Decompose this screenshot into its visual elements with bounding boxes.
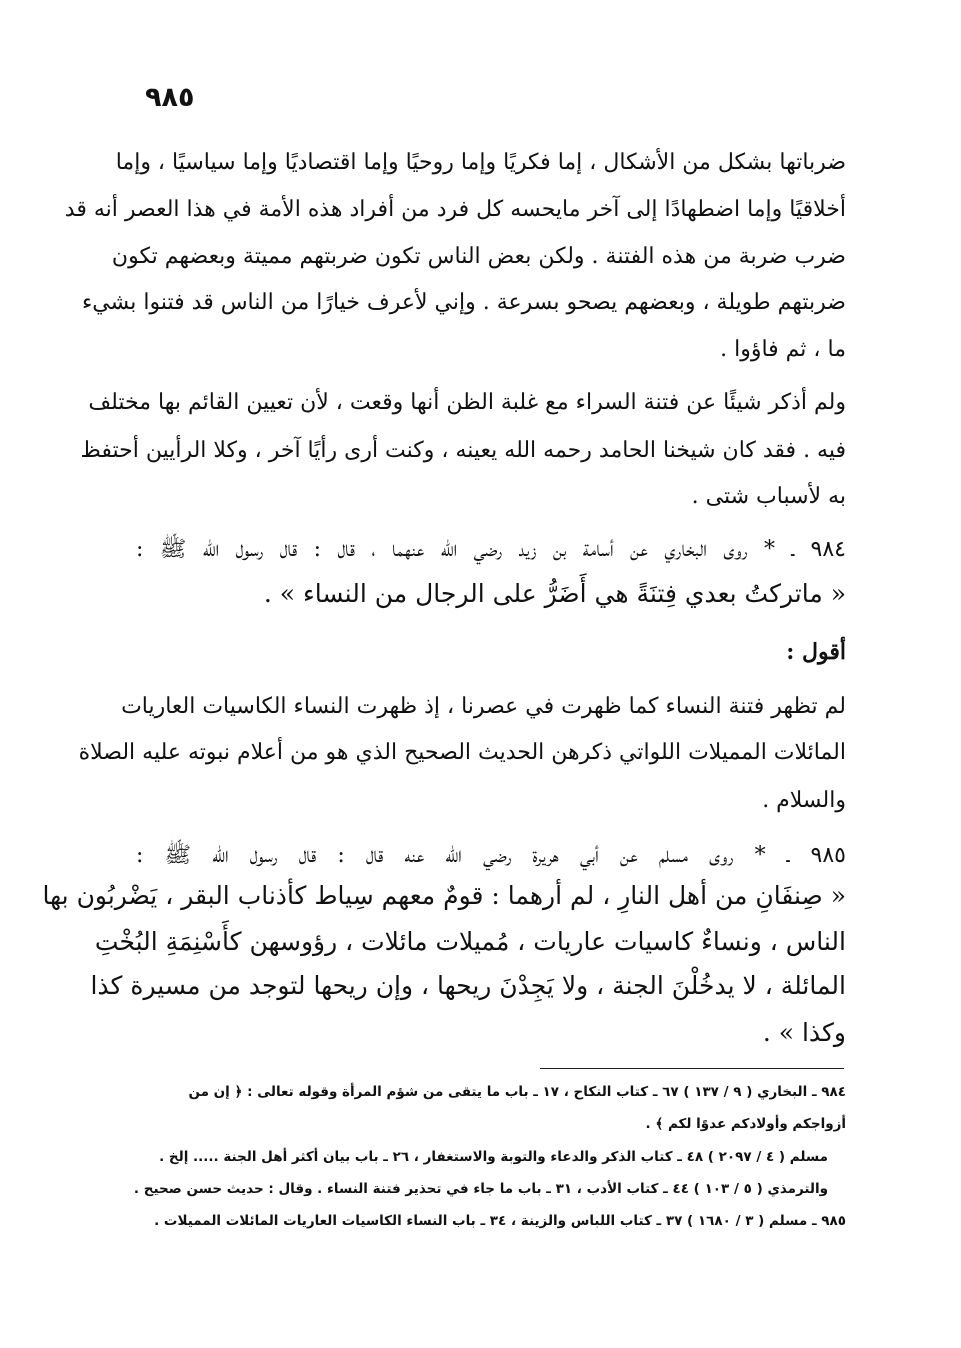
paragraph-1-line-4: ضربتهم طويلة ، وبعضهم يصحو بسرعة . وإني لأعرف خيارًا من الناس قد فتنوا بشيء xyxy=(81,290,846,315)
hadith-985-line-3: الناس ، ونساءٌ كاسيات عاريات ، مُميلات مائلات ، رؤوسهن كأَسْنِمَةِ البُخْتِ xyxy=(94,927,846,956)
paragraph-1-line-2: أخلاقيًا وإما اضطهادًا إلى آخر مايحسه كل فرد من أفراد هذه الأمة في هذا العصر أنه قد xyxy=(64,197,846,222)
hadith-984-line-2: « ماتركتُ بعدي فِتنَةً هي أَضَرُّ على الرجال من النساء » . xyxy=(263,579,846,608)
section-heading: أقول : xyxy=(786,639,846,665)
hadith-985-line-1: ٩٨٥ ـ * روى مسلم عن أبي هريرة رضي الله عنه قال : قال رسول الله ﷺ : xyxy=(136,843,846,868)
paragraph-2-line-2: فيه . فقد كان شيخنا الحامد رحمه الله يعينه ، وكنت أرى رأيًا آخر ، وكلا الرأيين أحتفظ xyxy=(80,438,846,463)
footnote-line: مسلم ( ٤ / ٢٠٩٧ ) ٤٨ ـ كتاب الذكر والدعاء والتوبة والاستغفار ، ٢٦ ـ باب بيان أكثر أهل الجنة ..... إلخ . xyxy=(159,1149,828,1165)
paragraph-1-line-3: ضرب ضربة من هذه الفتنة . ولكن بعض الناس تكون ضربتهم مميتة وبعضهم تكون xyxy=(111,244,846,269)
hadith-985-line-5: وكذا » . xyxy=(762,1018,846,1047)
paragraph-2-line-3: به لأسباب شتى . xyxy=(691,484,846,509)
paragraph-2-line-1: ولم أذكر شيئًا عن فتنة السراء مع غلبة الظن أنها وقعت ، لأن تعيين القائم بها مختلف xyxy=(88,390,846,415)
page-number: ٩٨٥ xyxy=(145,82,195,113)
hadith-985-line-2: « صِنفَانِ من أهل النارِ ، لم أرهما : قومٌ معهم سِياط كأذناب البقر ، يَضْربُون بها xyxy=(42,881,846,910)
paragraph-3-line-2: المائلات المميلات اللواتي ذكرهن الحديث الصحيح الذي هو من أعلام نبوته عليه الصلاة xyxy=(78,740,846,765)
paragraph-1-line-5: ما ، ثم فاؤوا . xyxy=(720,337,846,362)
footnote-line: ٩٨٤ ـ البخاري ( ٩ / ١٣٧ ) ٦٧ ـ كتاب النكاح ، ١٧ ـ باب ما يتقى من شؤم المرأة وقوله تعالى : ﴿ إن من xyxy=(188,1084,846,1100)
paragraph-1-line-1: ضرباتها بشكل من الأشكال ، إما فكريًا وإما روحيًا وإما اقتصاديًا وإما سياسيًا ، وإما xyxy=(115,150,846,175)
paragraph-3-line-1: لم تظهر فتنة النساء كما ظهرت في عصرنا ، إذ ظهرت النساء الكاسيات العاريات xyxy=(121,694,846,719)
hadith-985-line-4: المائلة ، لا يدخُلْنَ الجنة ، ولا يَجِدْنَ ريحها ، وإن ريحها لتوجد من مسيرة كذا xyxy=(90,971,846,1000)
paragraph-3-line-3: والسلام . xyxy=(762,788,846,813)
footnote-line: ٩٨٥ ـ مسلم ( ٣ / ١٦٨٠ ) ٣٧ ـ كتاب اللباس والزينة ، ٣٤ ـ باب النساء الكاسيات العاريات المائلات المميلات . xyxy=(154,1213,846,1229)
hadith-984-line-1: ٩٨٤ ـ * روى البخاري عن أسامة بن زيد رضي الله عنهما ، قال : قال رسول الله ﷺ : xyxy=(136,537,846,562)
footnote-line: أزواجكم وأولادكم عدوًا لكم ﴾ . xyxy=(645,1116,846,1132)
footnote-line: والترمذي ( ٥ / ١٠٣ ) ٤٤ ـ كتاب الأدب ، ٣١ ـ باب ما جاء في تحذير فتنة النساء . وقال : حديث حسن صحيح . xyxy=(133,1181,828,1197)
footnote-separator xyxy=(540,1068,844,1069)
